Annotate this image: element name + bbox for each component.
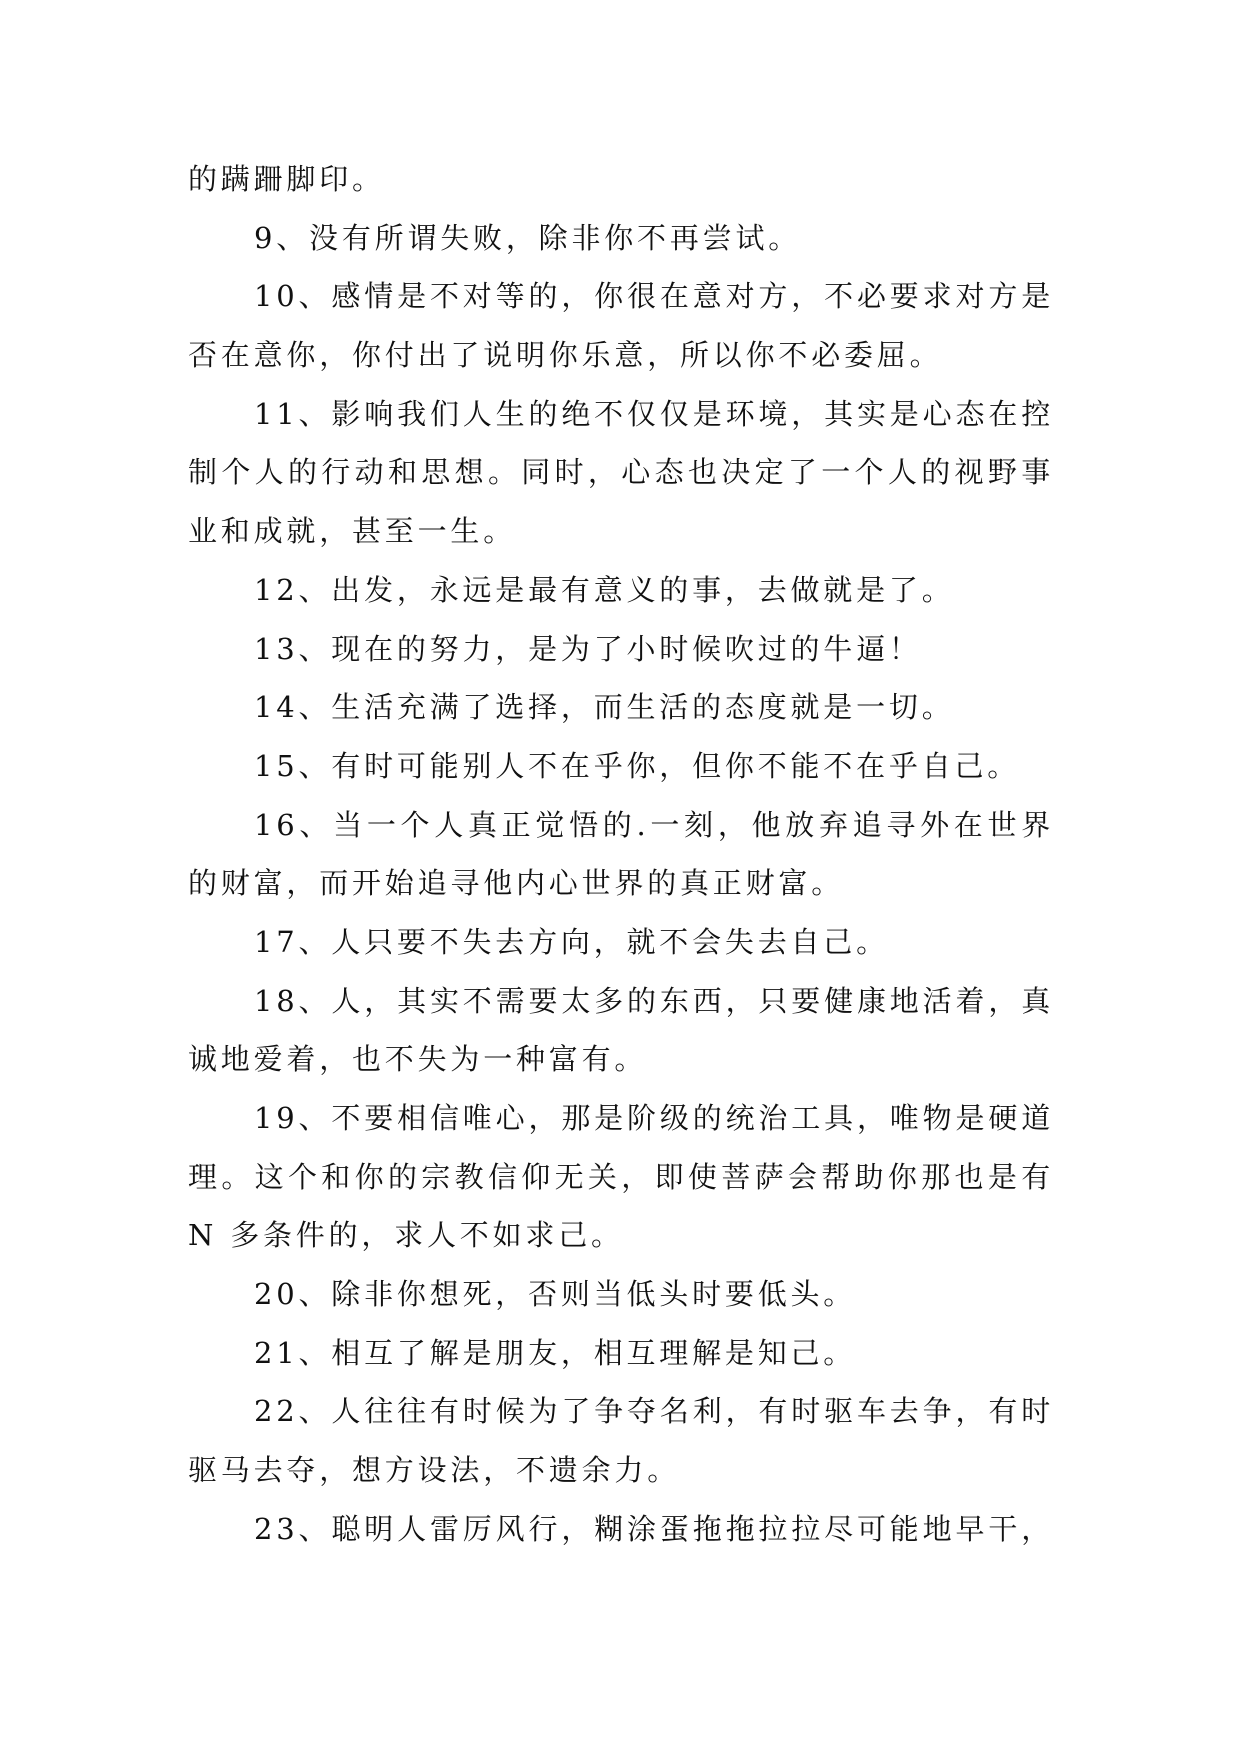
text-line: 业和成就，甚至一生。 bbox=[188, 514, 517, 549]
text-line: 11、影响我们人生的绝不仅仅是环境，其实是心态在控 bbox=[254, 396, 1054, 431]
quote-item-22 bbox=[188, 1382, 1054, 1499]
text-line: 诚地爱着，也不失为一种富有。 bbox=[188, 1042, 648, 1077]
quote-item-11 bbox=[188, 385, 1054, 561]
text-line: 否在意你，你付出了说明你乐意，所以你不必委屈。 bbox=[188, 338, 943, 373]
text-line: 16、当一个人真正觉悟的.一刻，他放弃追寻外在世界 bbox=[254, 807, 1054, 842]
text-line: 9、没有所谓失败，除非你不再尝试。 bbox=[254, 220, 802, 255]
text-line: 10、感情是不对等的，你很在意对方，不必要求对方是 bbox=[254, 279, 1054, 314]
text-line: 20、除非你想死，否则当低头时要低头。 bbox=[254, 1277, 857, 1312]
quote-item-14 bbox=[188, 678, 1054, 737]
paragraph-continuation bbox=[188, 150, 1054, 209]
text-line: 17、人只要不失去方向，就不会失去自己。 bbox=[254, 924, 889, 959]
text-line: 15、有时可能别人不在乎你，但你不能不在乎自己。 bbox=[254, 748, 1021, 783]
text-line: 14、生活充满了选择，而生活的态度就是一切。 bbox=[254, 690, 955, 725]
quote-item-23 bbox=[188, 1500, 1054, 1559]
text-line: 19、不要相信唯心，那是阶级的统治工具，唯物是硬道 bbox=[254, 1101, 1054, 1135]
quote-item-15 bbox=[188, 737, 1054, 796]
quote-item-16 bbox=[188, 796, 1054, 913]
quote-item-13 bbox=[188, 620, 1054, 679]
text-line: 理。这个和你的宗教信仰无关，即使菩萨会帮助你那也是有 bbox=[188, 1159, 1054, 1194]
text-line: N 多条件的，求人不如求己。 bbox=[188, 1218, 624, 1253]
text-line: 23、聪明人雷厉风行，糊涂蛋拖拖拉拉尽可能地早干， bbox=[254, 1511, 1054, 1546]
text-line: 制个人的行动和思想。同时，心态也决定了一个人的视野事 bbox=[188, 455, 1054, 490]
quote-item-21 bbox=[188, 1324, 1054, 1383]
text-line: 12、出发，永远是最有意义的事，去做就是了。 bbox=[254, 572, 955, 607]
text-line: 21、相互了解是朋友，相互理解是知己。 bbox=[254, 1335, 857, 1370]
text-line: 18、人，其实不需要太多的东西，只要健康地活着，真 bbox=[254, 983, 1054, 1018]
quote-item-17 bbox=[188, 913, 1054, 972]
quote-item-9 bbox=[188, 209, 1054, 268]
quote-item-18 bbox=[188, 972, 1054, 1089]
text-line: 22、人往往有时候为了争夺名利，有时驱车去争，有时 bbox=[254, 1394, 1054, 1429]
quote-item-10 bbox=[188, 267, 1054, 384]
quote-item-20 bbox=[188, 1265, 1054, 1324]
document-body bbox=[188, 150, 1054, 1559]
quote-item-12 bbox=[188, 561, 1054, 620]
text-line: 驱马去夺，想方设法，不遗余力。 bbox=[188, 1453, 681, 1488]
quote-item-19 bbox=[188, 1089, 1054, 1265]
text-line: 13、现在的努力，是为了小时候吹过的牛逼！ bbox=[254, 631, 922, 666]
text-line: 的蹒跚脚印。 bbox=[188, 162, 385, 196]
text-line: 的财富，而开始追寻他内心世界的真正财富。 bbox=[188, 866, 845, 901]
